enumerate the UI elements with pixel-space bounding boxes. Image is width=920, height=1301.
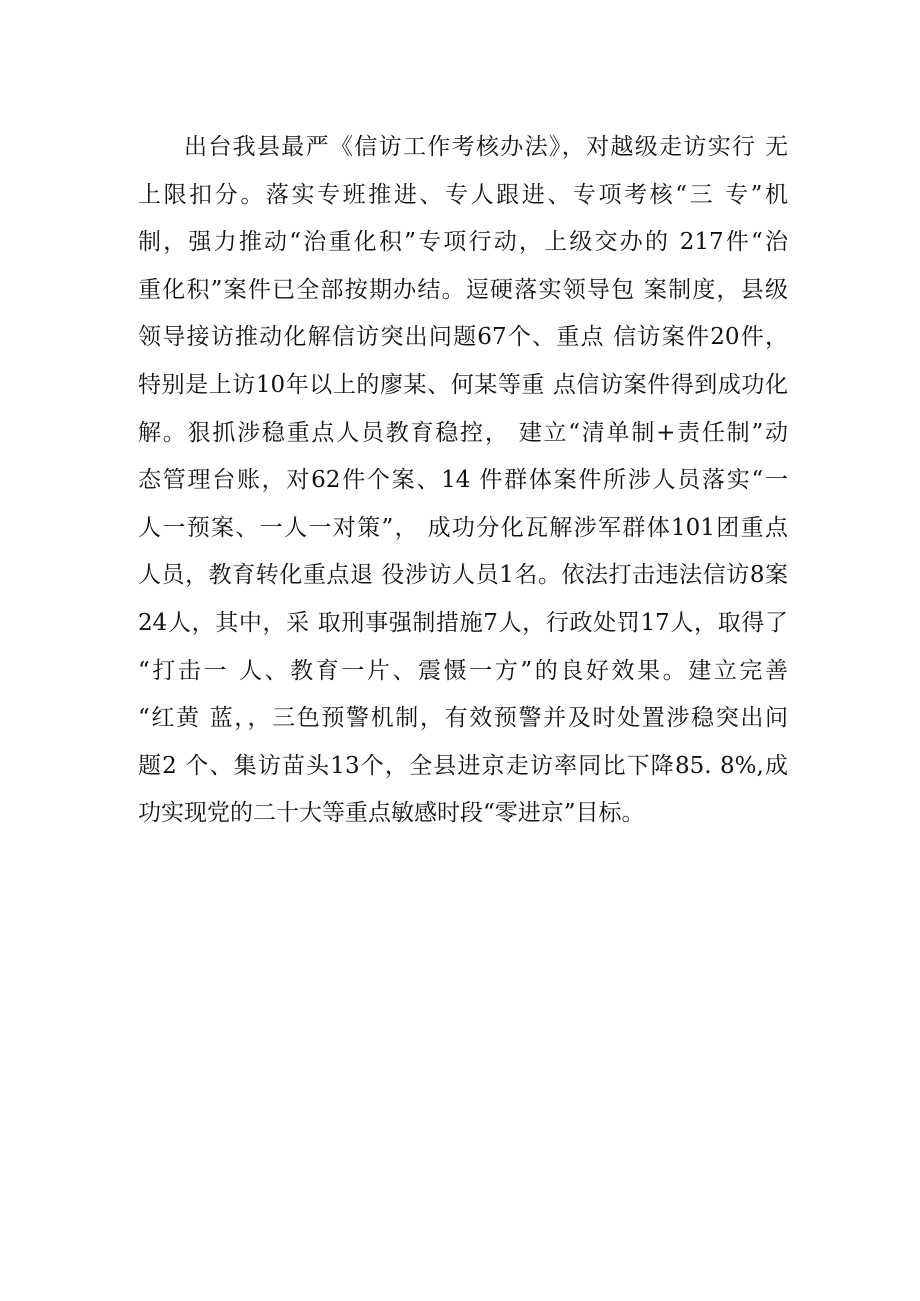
paragraph-line-5: 领导接访推动化解信访突出问题67个、重点 信访案件20件， (138, 324, 788, 351)
paragraph-line-1: 出台我县最严《信访工作考核办法》，对越级走访实行 无 (184, 134, 788, 160)
paragraph-line-12: “打击一 人、教育一片、震慑一方”的良好效果。建立完善 (138, 657, 788, 684)
paragraph-line-4: 重化积”案件已全部按期办结。逗硬落实领导包 案制度，县级 (138, 276, 788, 303)
paragraph-line-15: 功实现党的二十大等重点敏感时段“零进京”目标。 (138, 800, 645, 827)
paragraph-line-13: “红黄 蓝，，三色预警机制，有效预警并及时处置涉稳突出问 (138, 705, 788, 732)
paragraph-line-6: 特别是上访10年以上的廖某、何某等重 点信访案件得到成功化 (138, 371, 788, 398)
paragraph-line-7: 解。狠抓涉稳重点人员教育稳控， 建立“清单制+责任制”动 (138, 419, 788, 446)
paragraph-line-9: 人一预案、一人一对策”， 成功分化瓦解涉军群体101团重点 (138, 514, 788, 541)
paragraph-line-11: 24人，其中，采 取刑事强制措施7人，行政处罚17人，取得了 (138, 609, 788, 636)
body-paragraph (138, 124, 788, 838)
paragraph-line-14: 题2 个、集访苗头13个，全县进京走访率同比下降85. 8%,成 (138, 752, 788, 779)
paragraph-line-8: 态管理台账，对62件个案、14 件群体案件所涉人员落实“一 (138, 467, 788, 494)
paragraph-line-2: 上限扣分。落实专班推进、专人跟进、专项考核“三 专”机 (138, 181, 788, 208)
paragraph-line-10: 人员，教育转化重点退 役涉访人员1名。依法打击违法信访8案 (138, 562, 788, 589)
paragraph-line-3: 制，强力推动“治重化积”专项行动，上级交办的 217件“治 (138, 229, 788, 256)
